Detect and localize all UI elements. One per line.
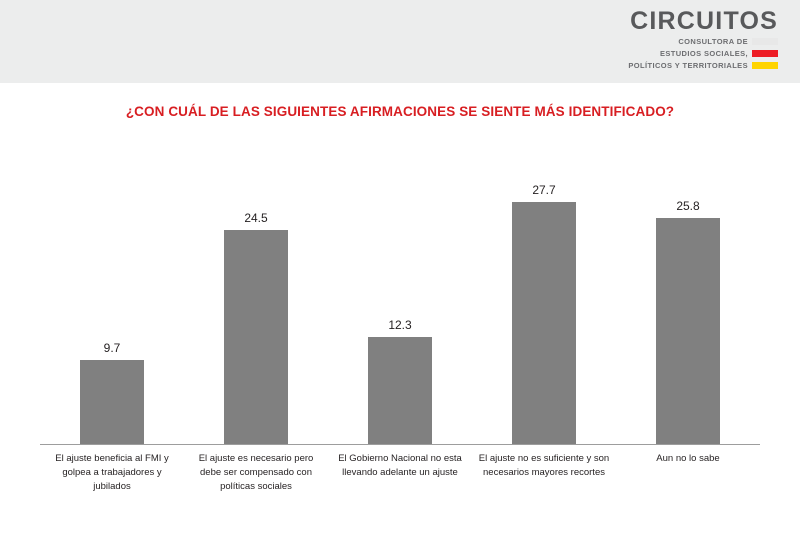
brand-logo: [606, 8, 778, 74]
bar-item: [184, 140, 328, 445]
bar-item: [472, 140, 616, 445]
bar-rect[interactable]: [512, 202, 576, 445]
header-band: [0, 0, 800, 83]
brand-swatch-yellow: [752, 62, 778, 69]
category-label: Aun no lo sabe: [656, 453, 720, 464]
bar-series: [40, 140, 760, 445]
bar-value-label: 12.3: [388, 318, 412, 332]
brand-tagline-row-2: [606, 48, 778, 59]
bar-value-label: 24.5: [244, 210, 268, 225]
brand-swatch-grey: [752, 38, 778, 45]
bar-item: [328, 140, 472, 445]
category-label: El ajuste beneficia al FMI y golpea a trabajadores y jubilados: [55, 453, 169, 492]
bar-rect[interactable]: [80, 360, 144, 445]
bar-rect[interactable]: [224, 230, 288, 445]
category-label: El ajuste es necesario pero debe ser compensado con políticas sociales: [198, 453, 314, 492]
brand-tagline-row-3: [606, 60, 778, 71]
x-axis-category-labels: [40, 452, 760, 494]
x-axis-line: [40, 444, 760, 445]
bar-value-label: 27.7: [532, 182, 556, 197]
bar-value-label: 25.8: [676, 199, 700, 214]
bar-value-label: 9.7: [103, 340, 121, 355]
brand-tagline-1: CONSULTORA DE: [678, 37, 748, 46]
brand-tagline-2: ESTUDIOS SOCIALES,: [659, 49, 748, 58]
brand-tagline-3: POLÍTICOS Y TERRITORIALES: [628, 61, 748, 70]
bar-item: [40, 140, 184, 445]
brand-name: CIRCUITOS: [630, 7, 778, 35]
brand-tagline-row-1: [606, 36, 778, 47]
bar-item: [616, 140, 760, 445]
bar-rect[interactable]: [368, 337, 432, 445]
category-label: El ajuste no es suficiente y son necesarios mayores recortes: [478, 453, 610, 478]
bar-rect[interactable]: [656, 218, 720, 445]
chart-title: ¿CON CUÁL DE LAS SIGUIENTES AFIRMACIONES SE SIENTE MÁS IDENTIFICADO?: [125, 104, 675, 119]
brand-swatch-red: [752, 50, 778, 57]
chart-plot-area: [40, 140, 760, 445]
category-label: El Gobierno Nacional no esta llevando adelante un ajuste: [338, 453, 462, 478]
